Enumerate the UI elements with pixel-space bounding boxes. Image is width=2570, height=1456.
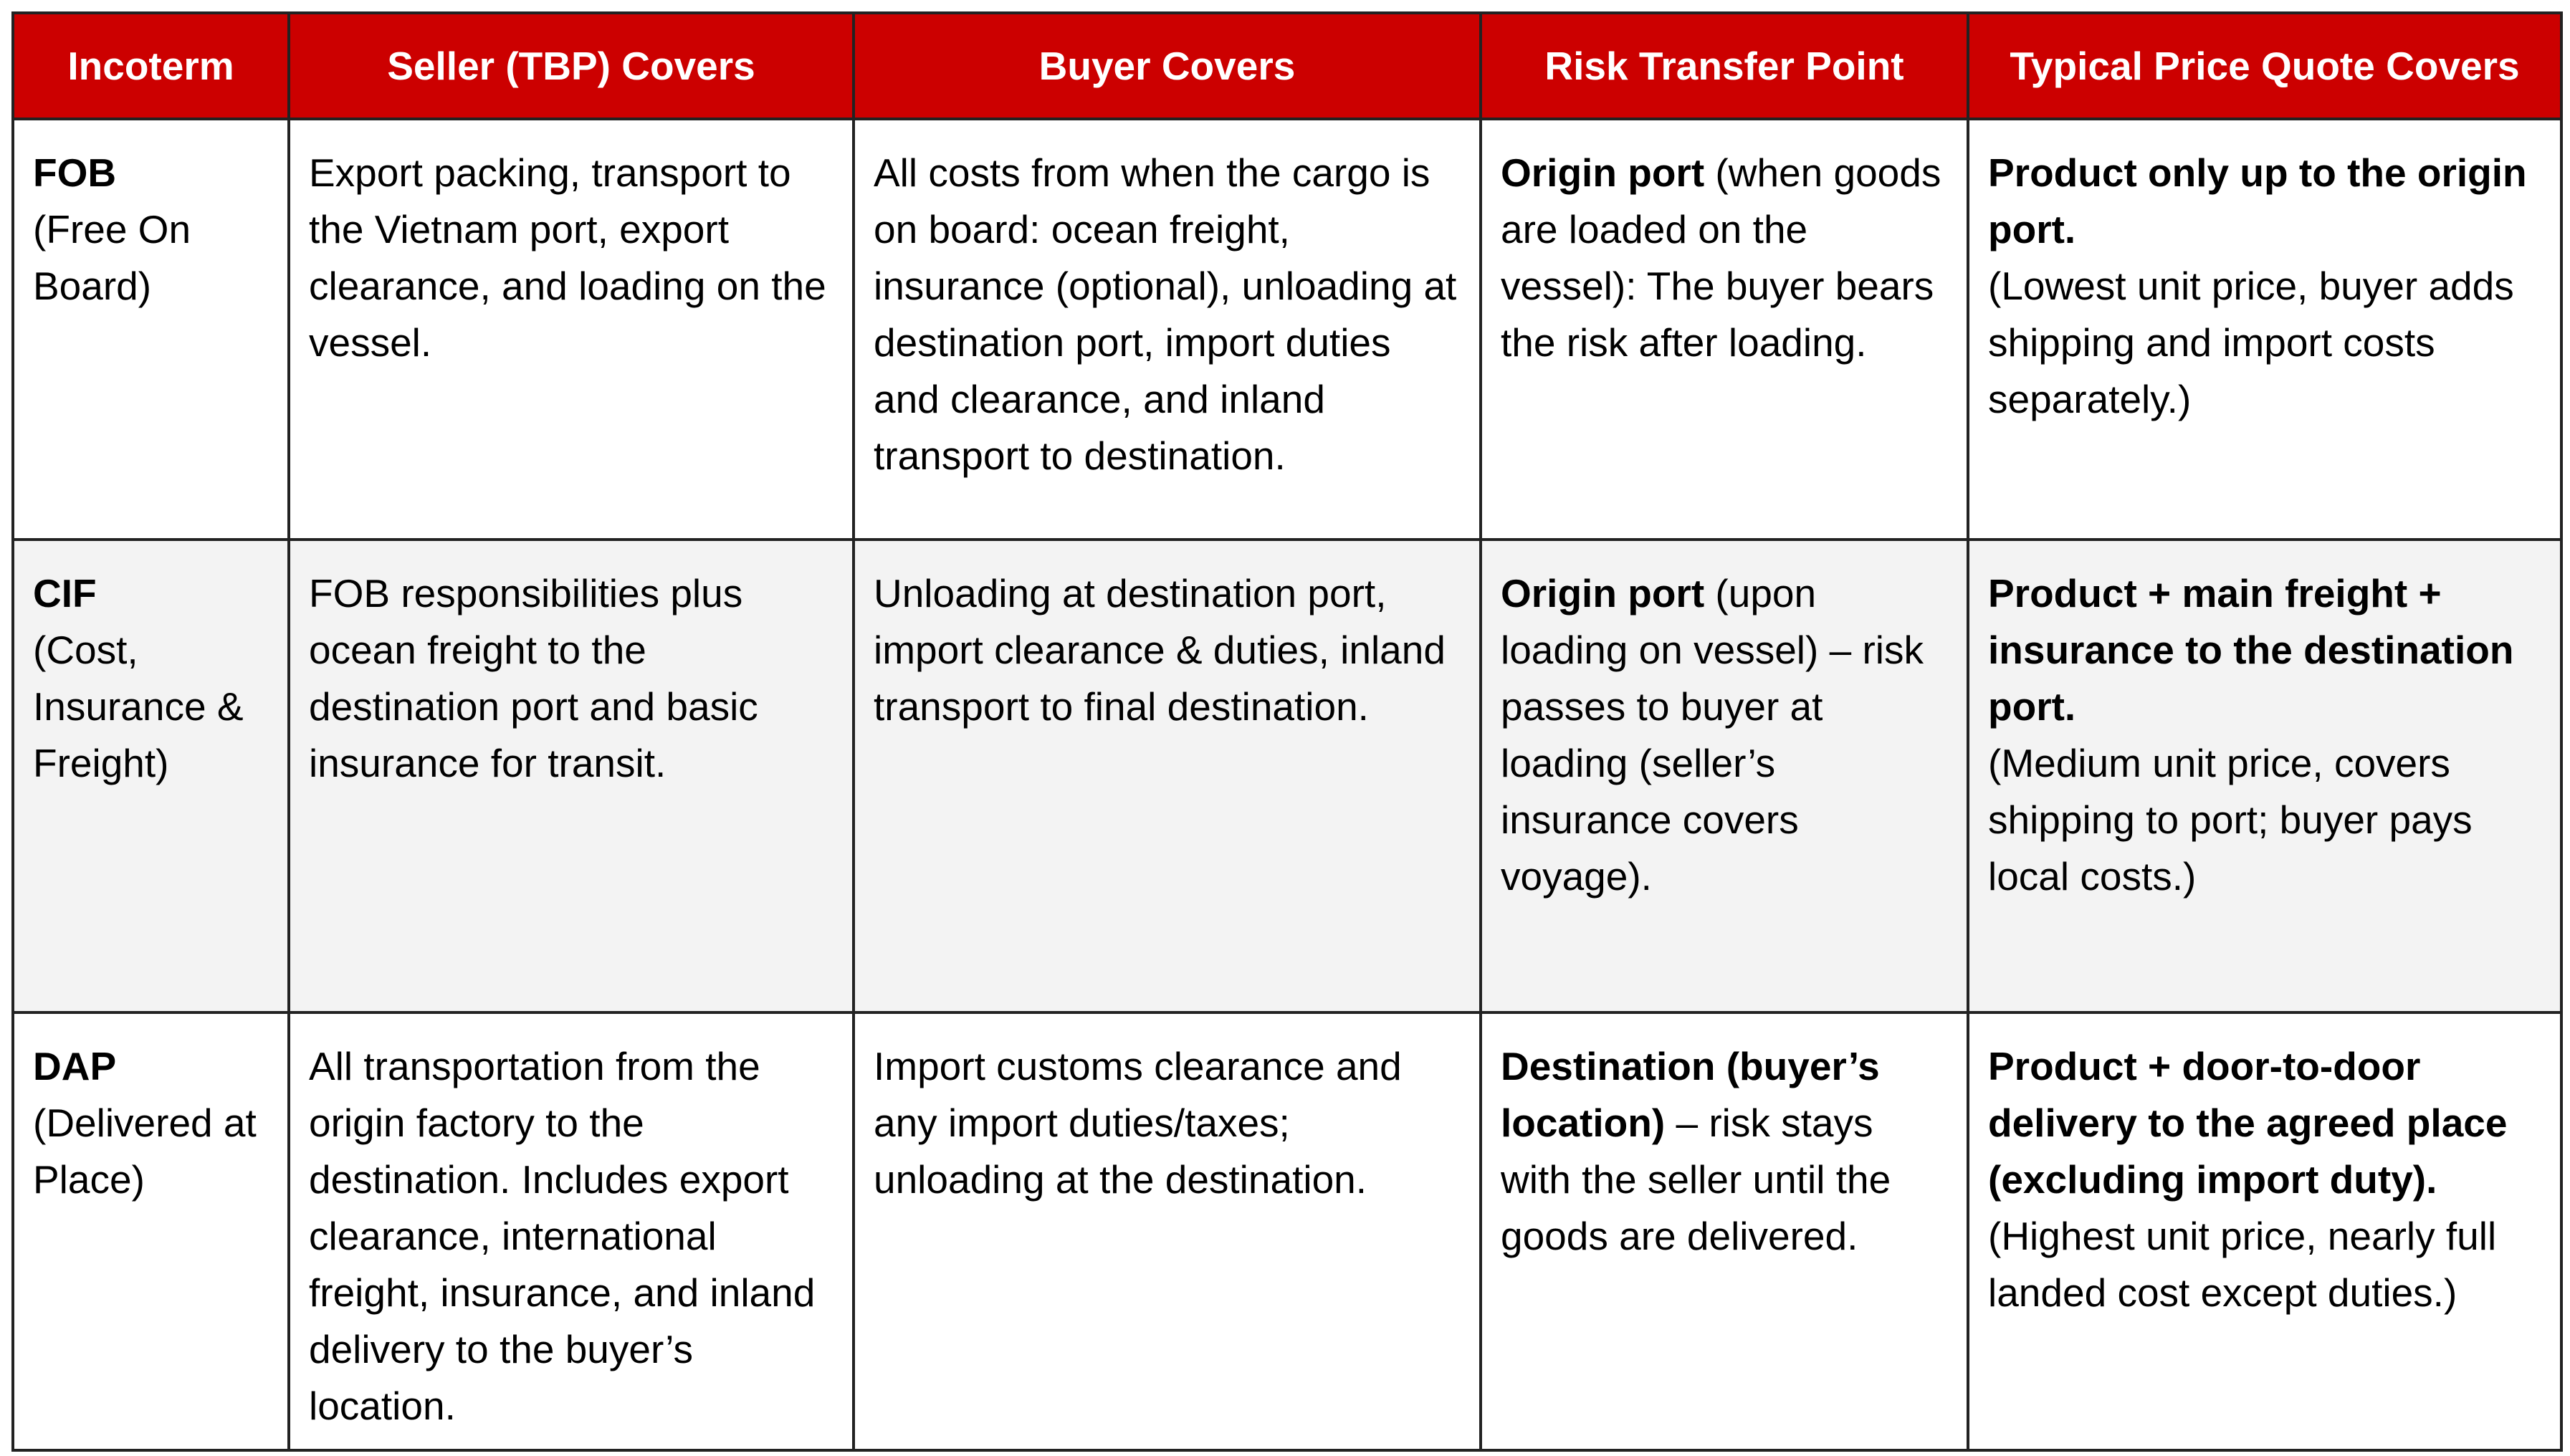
buyer-covers-cell: All costs from when the cargo is on board: ocean freight, insurance (optional), unloading at destination port, import duties and clearance, and inland transport to destination. bbox=[854, 119, 1481, 540]
table-row-fob bbox=[13, 119, 2561, 540]
header-risk-transfer-point: Risk Transfer Point bbox=[1481, 13, 1968, 119]
incoterm-name: (Cost, Insurance & Freight) bbox=[33, 628, 244, 785]
header-seller-covers: Seller (TBP) Covers bbox=[289, 13, 854, 119]
risk-point-bold: Destination (buyer’s location) bbox=[1501, 1044, 1880, 1145]
risk-point-detail: (when goods are loaded on the vessel): The buyer bears the risk after loading. bbox=[1501, 150, 1941, 365]
price-quote-detail: (Highest unit price, nearly full landed cost except duties.) bbox=[1988, 1214, 2497, 1315]
risk-point-bold: Origin port bbox=[1501, 150, 1705, 195]
incoterm-cell bbox=[13, 1012, 289, 1450]
price-quote-bold: Product + main freight + insurance to the destination port. bbox=[1988, 571, 2514, 729]
header-price-quote-covers: Typical Price Quote Covers bbox=[1968, 13, 2561, 119]
incoterm-cell bbox=[13, 540, 289, 1012]
table-row-cif bbox=[13, 540, 2561, 1012]
incoterm-cell bbox=[13, 119, 289, 540]
price-quote-bold: Product only up to the origin port. bbox=[1988, 150, 2527, 252]
incoterm-code: DAP bbox=[33, 1044, 117, 1088]
risk-point-detail: – risk stays with the seller until the goods are delivered. bbox=[1501, 1101, 1891, 1258]
price-quote-cell bbox=[1968, 119, 2561, 540]
buyer-covers-cell: Import customs clearance and any import duties/taxes; unloading at the destination. bbox=[854, 1012, 1481, 1450]
risk-transfer-cell bbox=[1481, 119, 1968, 540]
incoterms-comparison-table bbox=[11, 11, 2563, 1452]
risk-point-bold: Origin port bbox=[1501, 571, 1705, 616]
price-quote-cell bbox=[1968, 540, 2561, 1012]
price-quote-bold: Product + door-to-door delivery to the agreed place (excluding import duty). bbox=[1988, 1044, 2508, 1202]
price-quote-detail: (Lowest unit price, buyer adds shipping and import costs separately.) bbox=[1988, 264, 2514, 421]
risk-transfer-cell bbox=[1481, 540, 1968, 1012]
risk-transfer-cell bbox=[1481, 1012, 1968, 1450]
header-row bbox=[13, 13, 2561, 119]
table-row-dap bbox=[13, 1012, 2561, 1450]
risk-point-detail: (upon loading on vessel) – risk passes to buyer at loading (seller’s insurance covers voyage). bbox=[1501, 571, 1924, 899]
incoterm-name: (Delivered at Place) bbox=[33, 1101, 257, 1202]
incoterm-code: FOB bbox=[33, 150, 117, 195]
buyer-covers-cell: Unloading at destination port, import clearance & duties, inland transport to final destination. bbox=[854, 540, 1481, 1012]
seller-covers-cell: All transportation from the origin factory to the destination. Includes export clearance, international freight, insurance, and inland delivery to the buyer’s location. bbox=[289, 1012, 854, 1450]
incoterm-name: (Free On Board) bbox=[33, 207, 191, 308]
price-quote-detail: (Medium unit price, covers shipping to port; buyer pays local costs.) bbox=[1988, 741, 2473, 899]
header-buyer-covers: Buyer Covers bbox=[854, 13, 1481, 119]
header-incoterm: Incoterm bbox=[13, 13, 289, 119]
seller-covers-cell: FOB responsibilities plus ocean freight to the destination port and basic insurance for transit. bbox=[289, 540, 854, 1012]
price-quote-cell bbox=[1968, 1012, 2561, 1450]
seller-covers-cell: Export packing, transport to the Vietnam port, export clearance, and loading on the vessel. bbox=[289, 119, 854, 540]
incoterm-code: CIF bbox=[33, 571, 97, 616]
